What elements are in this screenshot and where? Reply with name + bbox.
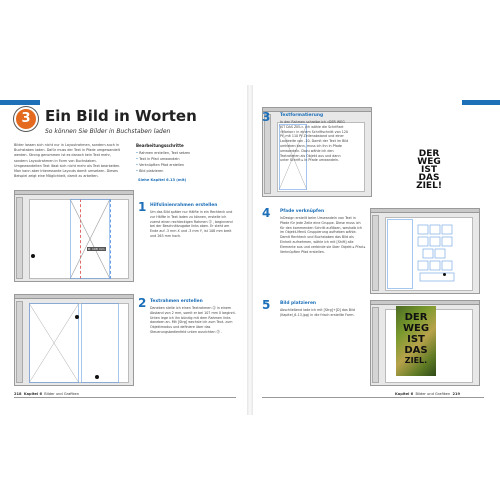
page-number: 218 xyxy=(14,392,22,396)
callout-marker-3 xyxy=(95,375,99,379)
tools-panel xyxy=(16,301,23,383)
app-titlebar xyxy=(371,209,479,213)
guide-line xyxy=(110,199,111,279)
callout-marker-1 xyxy=(31,254,35,258)
photo-in-letters xyxy=(396,306,436,376)
tools-panel xyxy=(372,307,379,383)
photo-word: DAS xyxy=(404,345,428,356)
tools-panel xyxy=(264,114,271,194)
app-titlebar xyxy=(15,295,133,299)
chapter-bar xyxy=(462,100,500,105)
cursor-icon xyxy=(443,273,446,276)
intro-paragraph: Bilder lassen sich nicht nur in Layoutrahmen, sondern auch in Buchstaben laden. Dafür muss der Text in Pfade umgewandelt werden. Strong genommen ist es danach kein Text mehr, sondern Layoutrahmen in Form von Buchstaben. Umgewandelten Text lässt sich nicht mehr als Text bearbeiten. Man kann aber interessante Layouts damit umsetzen. Dieses Beispiel zeigt eine Möglichkeit, damit zu arbeiten. xyxy=(14,143,121,179)
poster-word: IST xyxy=(421,165,437,175)
step-title: Pfade verknüpfen xyxy=(280,209,325,214)
prep-list xyxy=(136,150,236,174)
photo-word: WEG xyxy=(402,323,430,334)
text-frame xyxy=(81,303,119,383)
app-titlebar xyxy=(371,301,479,305)
callout-marker-2 xyxy=(75,315,79,319)
step-number: 1 xyxy=(138,200,147,214)
list-item: • Text in Pfad umwandeln xyxy=(136,156,236,162)
footer-section: Bilder und Grafiken xyxy=(415,392,451,396)
chapter-bar xyxy=(0,100,40,105)
app-titlebar xyxy=(15,191,133,195)
poster-word: DER xyxy=(418,149,440,159)
rectangle-frame xyxy=(387,219,413,289)
step-number: 2 xyxy=(138,296,147,310)
step-text: Daneben stelle ich einen Textrahmen ⓶ in einem Abstand von 2 mm, somit er bei 107 mm X beginnt. Unten lege ich ihn bündig mit dem Rahmen links daneben an. Mit [Strg] wechsle ich zum Text- zum Objektmodus und definiere über das Steuerungsbedienfeld unten ausrichten ⓷ . xyxy=(150,306,236,334)
step-number: 5 xyxy=(262,298,271,312)
step-number: 3 xyxy=(262,110,271,124)
footer-rule xyxy=(262,397,484,398)
page-title: Ein Bild in Worten xyxy=(45,107,197,125)
poster-word: DAS xyxy=(418,173,440,183)
poster-text-preview xyxy=(412,150,446,190)
step-title: Hilfslinienrahmen erstellen xyxy=(150,203,218,208)
step-number: 4 xyxy=(262,206,271,220)
step-text: In den Rahmen schreibe ich »DER WEG IST DAS ZIEL«. Ich wähle die Schriftart »Marion« in einem Schriftschnitt von 120 Pt, mit 110 Pt Zeilenabstand und einer Laufweite von -10. Damit der Text im Bild umheben kann, muss ich ihn in Pfade umwandeln. Dazu wähle ich den Textrahmen als Objekt aus und dann unter Schrift ▸ In Pfade umwandeln. xyxy=(280,120,349,163)
footer-chapter: Kapitel 6 xyxy=(395,392,414,396)
book-gutter xyxy=(247,85,253,415)
app-titlebar xyxy=(263,108,371,112)
step-text: Um das Bild später nur Hälfte in ein Rechteck und zur Hälfte in Text laden zu können, erstelle ich zuerst einen rechteckigen Rahmen ⓵ , beginnend bei der Beschnittzugabe links oben. Er steht am Ende auf -3 mm X und -3 mm Y, ist 108 mm breit und 263 mm hoch. xyxy=(150,210,233,238)
screenshot-step1 xyxy=(14,190,134,282)
right-footer xyxy=(395,392,460,396)
step-title: Textformatierung xyxy=(280,113,324,118)
page-subtitle: So können Sie Bilder in Buchstaben laden xyxy=(45,128,171,135)
rectangle-frame xyxy=(70,199,110,279)
tools-panel xyxy=(372,215,379,291)
size-tooltip: B: 108 mm xyxy=(88,247,105,251)
photo-word: DER xyxy=(404,312,428,323)
page-number: 219 xyxy=(452,392,460,396)
prep-title: Bearbeitungsschritte xyxy=(136,143,184,148)
rectangle-frame xyxy=(29,303,79,383)
footer-rule xyxy=(14,397,236,398)
list-item: • Bild platzieren xyxy=(136,168,236,174)
list-item: • Verknüpften Pfad erstellen xyxy=(136,162,236,168)
screenshot-step2 xyxy=(14,294,134,386)
step-text: InDesign erstellt beim Umwandeln von Text in Pfade für jede Zeile eine Gruppe. Diese muss ich für den kommenden Schritt auflösen, weshalb ich im Objekt-Menü Gruppierung aufheben wähle. Damit Rechteck und Buchstaben das Bild als Einheit aufnehmen, wähle ich mit [Shift] alle Elemente aus und verbinde sie über Objekt ▸ Pfad ▸ Verknüpften Pfad erstellen. xyxy=(280,216,366,254)
see-also-link[interactable]: Siehe Kapitel 6.13 (mit) xyxy=(138,178,187,182)
screenshot-step4 xyxy=(370,208,480,294)
poster-word: ZIEL! xyxy=(416,181,442,191)
step-text: Abschließend lade ich mit [Strg]+[D] das Bild (Kapitel_6-13.jpg) in die frisch erstellte Form. xyxy=(280,308,355,317)
step-title: Textrahmen erstellen xyxy=(150,299,203,304)
footer-section: Bilder und Grafiken xyxy=(44,392,79,396)
footer-chapter: Kapitel 6 xyxy=(23,392,42,396)
photo-word: IST xyxy=(407,334,425,345)
list-item: • Rahmen erstellen, Text setzen xyxy=(136,150,236,156)
chapter-number-badge: 3 xyxy=(14,107,38,131)
step-title: Bild platzieren xyxy=(280,301,317,306)
left-footer xyxy=(14,392,79,396)
tools-panel xyxy=(16,197,23,279)
poster-word: WEG xyxy=(417,157,441,167)
photo-word: ZIEL. xyxy=(404,356,428,365)
outlined-letters xyxy=(417,223,457,283)
